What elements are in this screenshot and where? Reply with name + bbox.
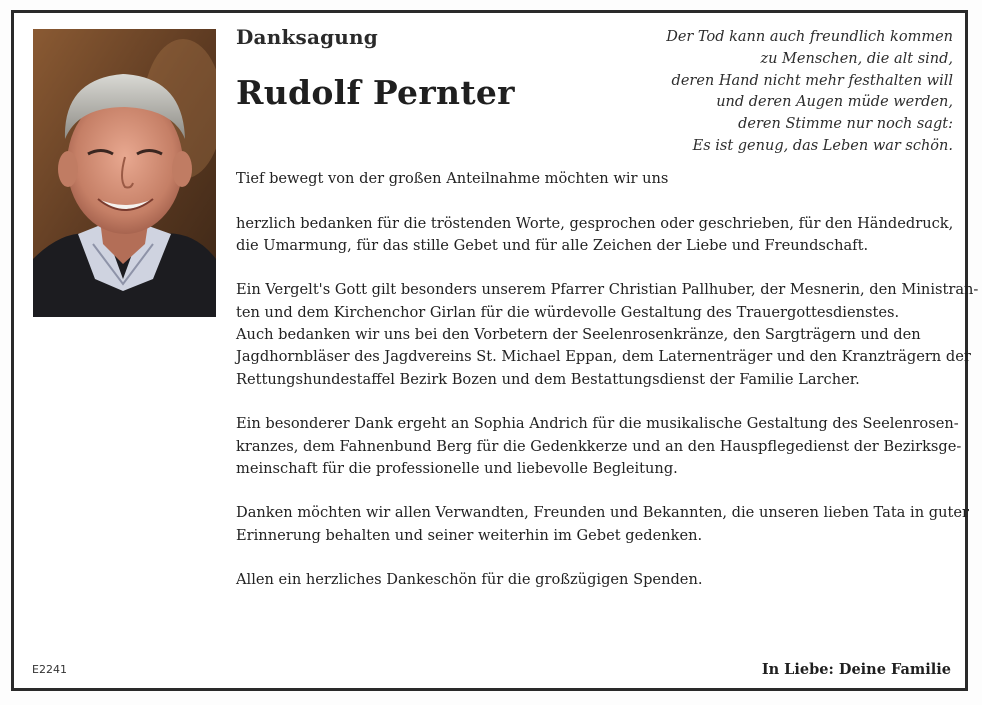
deceased-name: Rudolf Pernter — [236, 73, 515, 112]
poem-line: Der Tod kann auch freundlich kommen — [666, 29, 953, 45]
poem-line: deren Hand nicht mehr festhalten will — [671, 72, 953, 89]
text-line: die Umarmung, für das stille Gebet und für alle Zeichen der Liebe und Freundschaft. — [236, 236, 869, 254]
poem-line: zu Menschen, die alt sind, — [760, 50, 953, 67]
text-line: Ein besonderer Dank ergeht an Sophia Andrich für die musikalische Gestaltung des Seelenrosen- — [236, 415, 959, 433]
text-line: Danken möchten wir allen Verwandten, Freunden und Bekannten, die unseren lieben Tata in guter — [236, 504, 969, 522]
paragraph-thanks — [236, 213, 956, 258]
paragraph-vergelts-gott — [236, 279, 979, 390]
poem-line: und deren Augen müde werden, — [716, 94, 953, 111]
portrait-photo — [33, 29, 216, 317]
poem — [623, 27, 953, 158]
text-line: Rettungshundestaffel Bezirk Bozen und dem Bestattungsdienst der Familie Larcher. — [236, 370, 860, 388]
paragraph-donations — [236, 569, 956, 591]
poem-line: Es ist genug, das Leben war schön. — [692, 137, 953, 154]
obituary-card — [11, 10, 979, 691]
text-line: herzlich bedanken für die tröstenden Worte, gesprochen oder geschrieben, für den Händedruck, — [236, 214, 954, 232]
signature: In Liebe: Deine Familie — [761, 661, 951, 678]
paragraph-relatives — [236, 502, 969, 547]
text-line: ten und dem Kirchenchor Girlan für die würdevolle Gestaltung des Trauergottesdienstes. — [236, 303, 900, 321]
paragraph-special-thanks — [236, 413, 962, 480]
text-line: Allen ein herzliches Dankeschön für die großzügigen Spenden. — [236, 571, 703, 589]
text-line: Erinnerung behalten und seiner weiterhin im Gebet gedenken. — [236, 526, 703, 544]
portrait-image — [33, 29, 216, 317]
heading-danksagung: Danksagung — [236, 25, 378, 49]
body-text — [236, 168, 979, 592]
poem-line: deren Stimme nur noch sagt: — [738, 116, 953, 133]
text-line: Jagdhornbläser des Jagdvereins St. Michael Eppan, dem Laternenträger und den Kranzträgern der — [236, 348, 971, 366]
reference-code: E2241 — [32, 663, 67, 676]
text-line: meinschaft für die professionelle und liebevolle Begleitung. — [236, 459, 678, 477]
text-line: kranzes, dem Fahnenbund Berg für die Gedenkkerze und an den Hauspflegedienst der Bezirksge- — [236, 437, 962, 455]
text-line: Auch bedanken wir uns bei den Vorbetern der Seelenrosenkränze, den Sargträgern und den — [236, 326, 921, 344]
intro-line: Tief bewegt von der großen Anteilnahme möchten wir uns — [236, 170, 669, 187]
text-line: Ein Vergelt's Gott gilt besonders unserem Pfarrer Christian Pallhuber, der Mesnerin, den Ministran- — [236, 281, 979, 299]
